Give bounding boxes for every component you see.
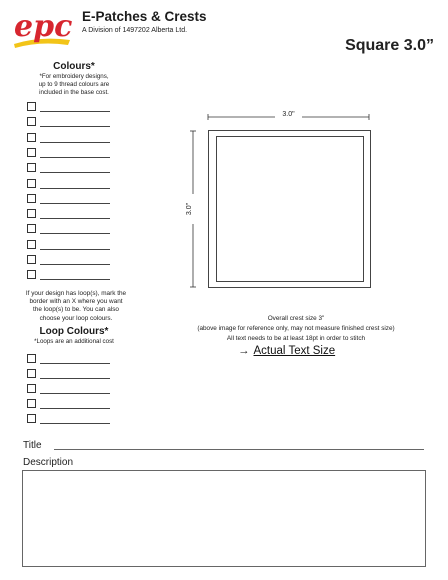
colour-line[interactable]	[40, 264, 110, 265]
brand-subtitle: A Division of 1497202 Alberta Ltd.	[82, 27, 188, 34]
loop-colour-line[interactable]	[40, 423, 110, 424]
colour-checkbox[interactable]	[27, 240, 36, 249]
colour-row	[27, 270, 117, 281]
loop-colour-checkbox[interactable]	[27, 384, 36, 393]
loop-note-line: If your design has loop(s), mark the	[25, 290, 127, 297]
colour-row	[27, 194, 117, 205]
colour-row	[27, 133, 117, 144]
loop-colour-line[interactable]	[40, 408, 110, 409]
colour-checkbox[interactable]	[27, 194, 36, 203]
colour-line[interactable]	[40, 142, 110, 143]
actual-text-size-label: Actual Text Size	[253, 345, 336, 357]
colours-note-line: *For embroidery designs,	[39, 73, 109, 80]
loop-colour-row	[27, 354, 117, 365]
loop-colours-title: Loop Colours*	[39, 326, 109, 337]
reference-disclaimer: (above image for reference only, may not measure finished crest size)	[197, 325, 395, 332]
colour-checkbox[interactable]	[27, 148, 36, 157]
colour-checkbox[interactable]	[27, 117, 36, 126]
colour-line[interactable]	[40, 279, 110, 280]
height-label: 3.0"	[186, 202, 193, 216]
title-input-line[interactable]	[54, 449, 424, 450]
loop-note-line: border with an X where you want	[29, 298, 123, 306]
loop-colour-row	[27, 369, 117, 380]
description-label: Description	[23, 457, 74, 468]
colours-note-line: included in the base cost.	[39, 89, 109, 96]
colour-line[interactable]	[40, 218, 110, 219]
colour-checkbox[interactable]	[27, 163, 36, 172]
colour-checkbox[interactable]	[27, 255, 36, 264]
colour-line[interactable]	[40, 126, 110, 127]
colour-row	[27, 255, 117, 266]
colour-line[interactable]	[40, 172, 110, 173]
loop-colours-subtitle: *Loops are an additional cost	[34, 338, 114, 345]
colours-note	[8, 73, 140, 97]
colour-checkbox[interactable]	[27, 133, 36, 142]
loop-note	[16, 290, 136, 323]
colour-row	[27, 224, 117, 235]
loop-note-line: the loop(s) to be. You can also	[33, 306, 119, 314]
colour-row	[27, 148, 117, 159]
colour-checkbox[interactable]	[27, 102, 36, 111]
loop-colour-checkbox[interactable]	[27, 369, 36, 378]
colour-row	[27, 117, 117, 128]
height-dimension	[183, 130, 197, 288]
actual-text-size	[238, 345, 335, 357]
loop-colour-row	[27, 399, 117, 410]
title-label: Title	[23, 440, 42, 451]
colours-title: Colours*	[53, 61, 95, 72]
description-box[interactable]	[22, 470, 426, 567]
svg-text:epc: epc	[14, 9, 73, 44]
arrow-right-icon: →	[238, 345, 250, 357]
colour-line[interactable]	[40, 188, 110, 189]
brand-name: E-Patches & Crests	[82, 9, 207, 24]
text-size-note: All text needs to be at least 18pt in order to stitch	[226, 335, 366, 342]
loop-colour-checkbox[interactable]	[27, 399, 36, 408]
colours-note-line: up to 9 thread colours are	[38, 81, 110, 88]
colour-checkbox[interactable]	[27, 179, 36, 188]
crest-size-text: Overall crest size 3"	[267, 315, 325, 322]
colour-line[interactable]	[40, 249, 110, 250]
colour-line[interactable]	[40, 233, 110, 234]
loop-colour-row	[27, 414, 117, 425]
epc-logo	[10, 6, 80, 50]
colour-row	[27, 163, 117, 174]
colour-line[interactable]	[40, 157, 110, 158]
colour-row	[27, 102, 117, 113]
colour-row	[27, 209, 117, 220]
shape-title: Square 3.0”	[345, 37, 434, 54]
crest-outline-inner	[216, 136, 364, 282]
colour-checkbox[interactable]	[27, 209, 36, 218]
loop-colour-checkbox[interactable]	[27, 354, 36, 363]
loop-colour-line[interactable]	[40, 393, 110, 394]
colour-row	[27, 240, 117, 251]
colour-checkbox[interactable]	[27, 224, 36, 233]
loop-colour-row	[27, 384, 117, 395]
colour-checkbox[interactable]	[27, 270, 36, 279]
colour-row	[27, 179, 117, 190]
width-dimension	[207, 107, 370, 121]
loop-note-line: choose your loop colours.	[39, 314, 113, 322]
colour-line[interactable]	[40, 203, 110, 204]
colour-line[interactable]	[40, 111, 110, 112]
width-label: 3.0"	[282, 111, 295, 118]
loop-colour-line[interactable]	[40, 378, 110, 379]
loop-colour-checkbox[interactable]	[27, 414, 36, 423]
loop-colour-line[interactable]	[40, 363, 110, 364]
